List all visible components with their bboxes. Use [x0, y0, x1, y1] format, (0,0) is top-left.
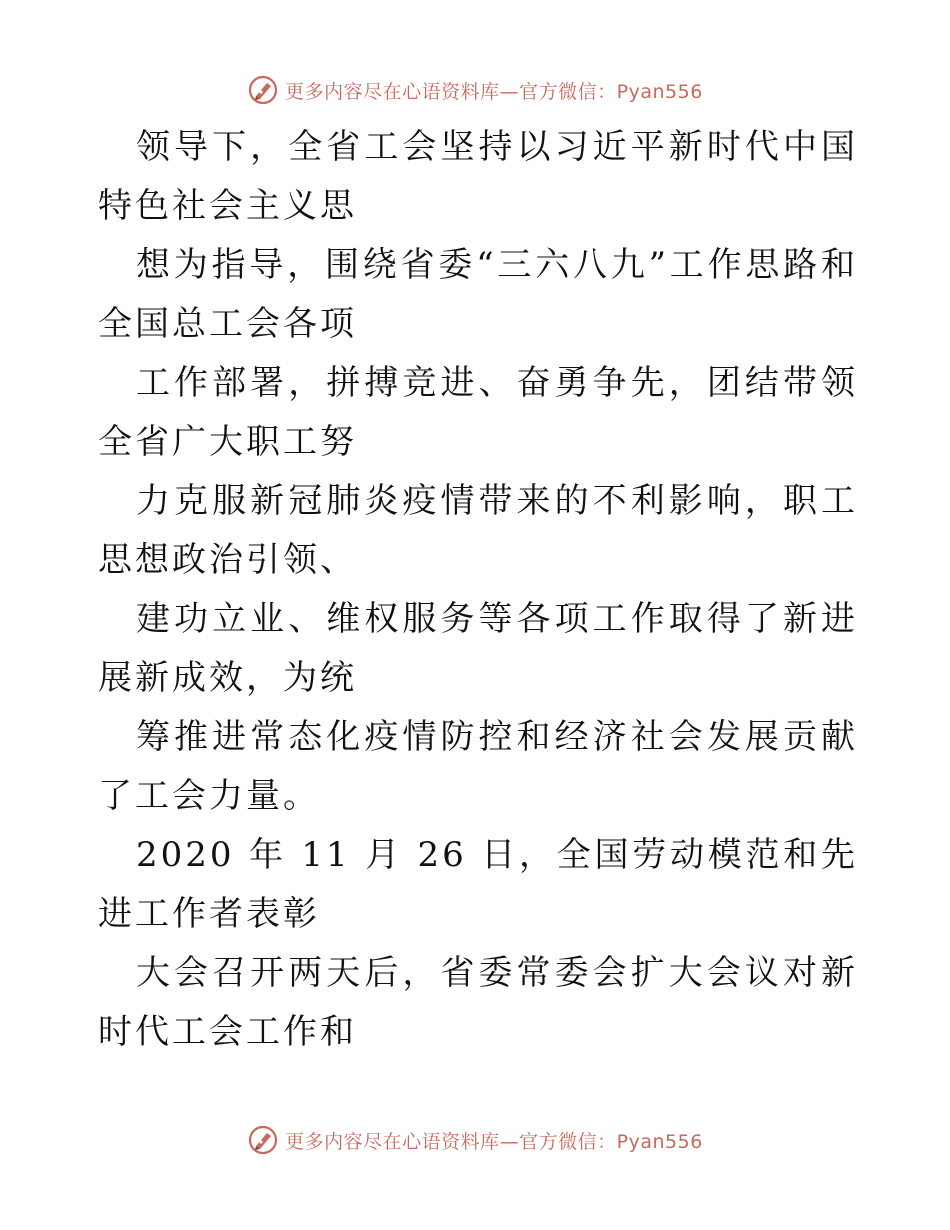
paragraph-6: 筹推进常态化疫情防控和经济社会发展贡献了工会力量。 — [98, 717, 858, 816]
pen-logo-icon — [247, 74, 279, 106]
paragraph-7: 2020 年 11 月 26 日，全国劳动模范和先进工作者表彰 — [98, 835, 858, 934]
watermark-text: 更多内容尽在心语资料库—官方微信：Pyan556 — [285, 80, 703, 103]
paragraph-2: 想为指导，围绕省委“三六八九”工作思路和全国总工会各项 — [98, 245, 858, 344]
footer-watermark — [0, 1120, 950, 1160]
paragraph-8: 大会召开两天后，省委常委会扩大会议对新时代工会工作和 — [98, 953, 858, 1052]
paragraph-5: 建功立业、维权服务等各项工作取得了新进展新成效，为统 — [98, 599, 858, 698]
paragraph-1: 领导下，全省工会坚持以习近平新时代中国特色社会主义思 — [98, 127, 858, 226]
watermark-text: 更多内容尽在心语资料库—官方微信：Pyan556 — [285, 1130, 703, 1153]
paragraph-3: 工作部署，拼搏竞进、奋勇争先，团结带领全省广大职工努 — [98, 363, 858, 462]
header-watermark — [0, 70, 950, 110]
document-body — [98, 118, 858, 1062]
paragraph-4: 力克服新冠肺炎疫情带来的不利影响，职工思想政治引领、 — [98, 481, 858, 580]
pen-logo-icon — [247, 1124, 279, 1156]
